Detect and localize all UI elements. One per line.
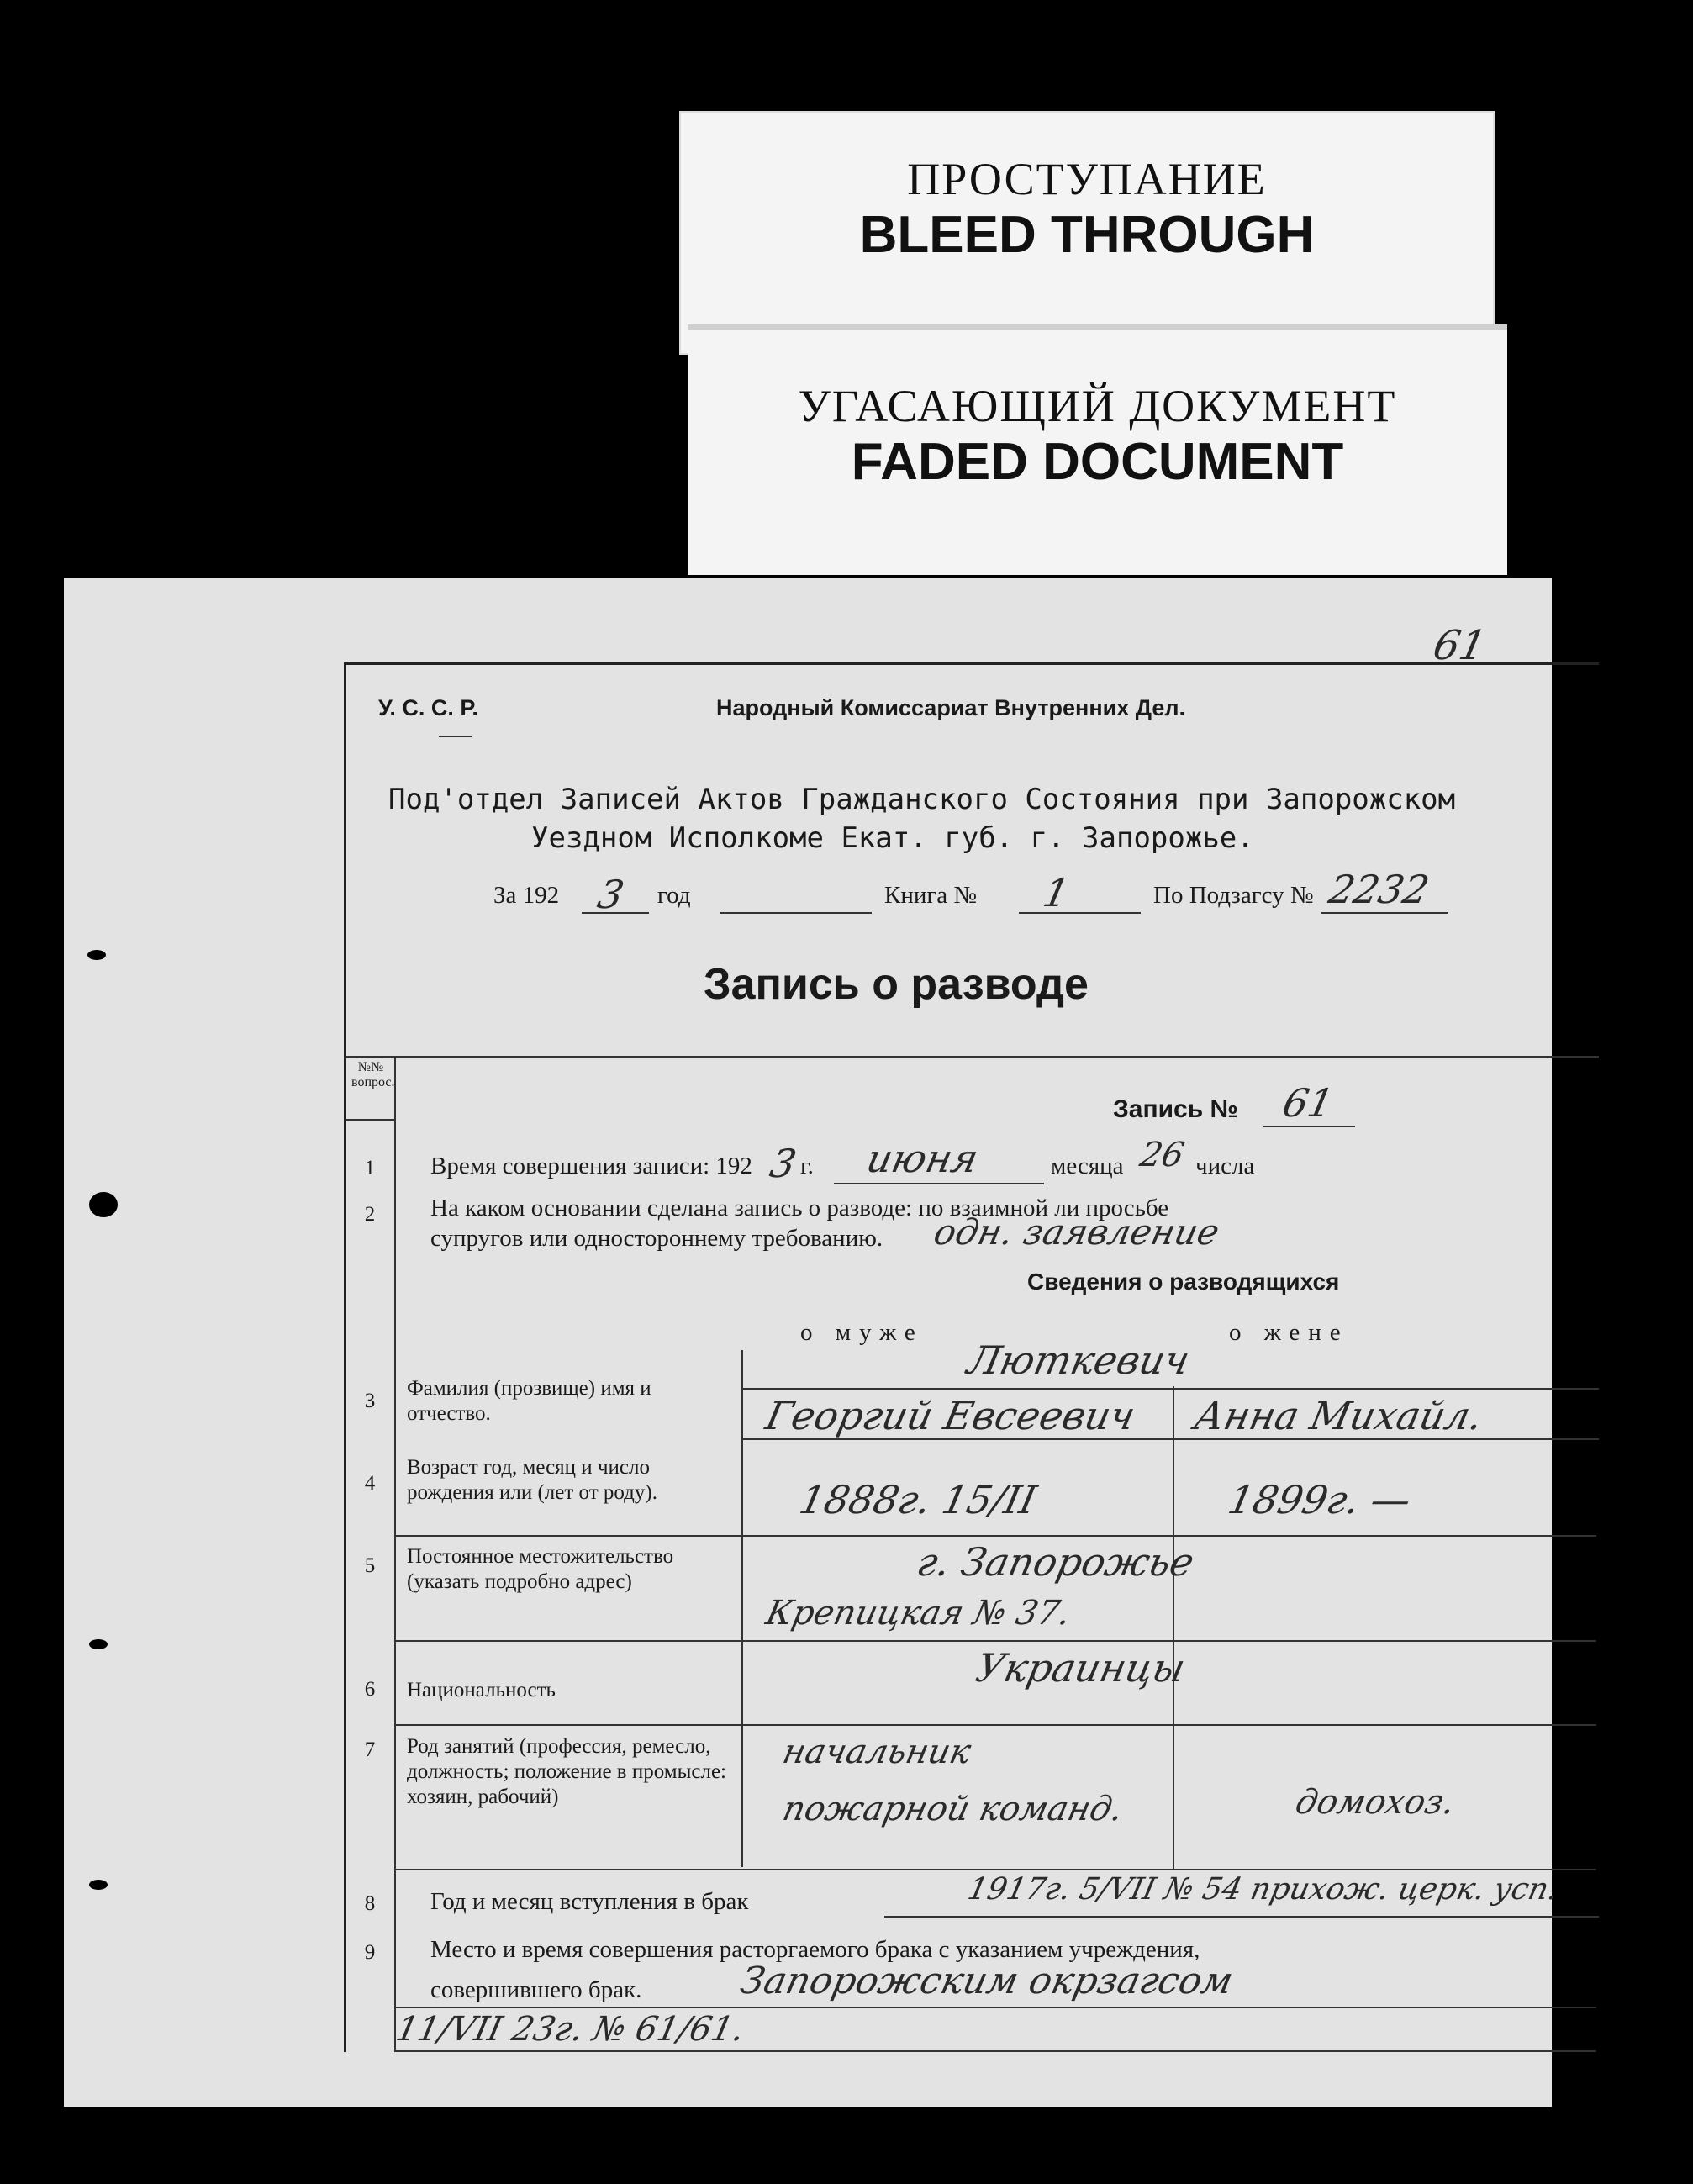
binding-hole: [89, 1880, 108, 1890]
wife-occupation-value: домохоз.: [1292, 1783, 1458, 1822]
year-suffix: год: [657, 882, 691, 909]
record-time-label: Время совершения записи: 192: [430, 1153, 752, 1179]
age-label: Возраст год, месяц и число рождения или (лет от роду).: [407, 1456, 657, 1504]
table-top-rule: [346, 1056, 1599, 1058]
record-day-value: 26: [1137, 1136, 1188, 1174]
nationality-value: Украинцы: [972, 1645, 1189, 1691]
rule: [884, 1916, 1599, 1918]
document-sheet: [64, 578, 1562, 2107]
month-underline: [834, 1183, 1044, 1184]
rule: [394, 2050, 1596, 2052]
row-number: 9: [364, 1941, 376, 1964]
book-value: 1: [1039, 870, 1074, 915]
subzags-value: 2232: [1325, 867, 1433, 912]
rule: [394, 1640, 1596, 1642]
day-label: числа: [1195, 1153, 1255, 1179]
row-number: 4: [364, 1472, 376, 1495]
column-rule: [741, 1350, 743, 1867]
residence-value-line1: г. Запорожье: [913, 1539, 1199, 1585]
record-number-value: 61: [1279, 1080, 1338, 1126]
rule: [741, 1438, 1599, 1440]
row-number: 1: [364, 1157, 376, 1179]
wife-column-label: о жене: [1229, 1319, 1349, 1346]
rule: [394, 1869, 1596, 1870]
husband-occupation-line2: пожарной команд.: [779, 1790, 1126, 1828]
binding-hole: [87, 950, 106, 960]
nationality-label: Национальность: [407, 1679, 556, 1701]
marriage-place-label-2: совершившего брак.: [430, 1976, 642, 2003]
page-number-mark: 61: [1429, 622, 1491, 669]
faded-document-ru: УГАСАЮЩИЙ ДОКУМЕНТ: [798, 381, 1397, 431]
marriage-date-value: 1917г. 5/VII № 54 прихож. церк. усп.: [964, 1872, 1562, 1907]
subzags-underline: [1321, 912, 1448, 914]
occupation-label: Род занятий (профессия, ремесло, должность; положение в промысле: хозяин, рабочий): [407, 1735, 726, 1808]
bleed-through-en: BLEED THROUGH: [859, 206, 1315, 264]
row-number: 6: [364, 1678, 376, 1701]
record-year-suffix: г.: [800, 1153, 814, 1179]
subdepartment-line1: Под'отдел Записей Актов Гражданского Состояния при Запорожском: [388, 783, 1456, 816]
binding-tear: [89, 1192, 118, 1217]
rule: [720, 912, 872, 914]
subdepartment-line2: Уездном Исполкоме Екат. губ. г. Запорожье.: [531, 821, 1254, 855]
marriage-date-label: Год и месяц вступления в брак: [430, 1888, 749, 1915]
rule: [394, 1535, 1596, 1537]
divorce-basis-value: одн. заявление: [930, 1211, 1223, 1253]
surname-value: Люткевич: [963, 1337, 1194, 1383]
question-number-header: №№ вопрос.: [351, 1060, 395, 1089]
row-number: 3: [364, 1390, 376, 1412]
row-number: 8: [364, 1892, 376, 1915]
form-frame: [344, 662, 1599, 2052]
row-number: 2: [364, 1203, 376, 1226]
divorce-basis-label-2: супругов или одностороннему требованию.: [430, 1225, 883, 1252]
record-month-value: июня: [862, 1136, 983, 1181]
faded-document-card: [688, 330, 1507, 575]
faded-document-en: FADED DOCUMENT: [851, 433, 1344, 491]
husband-column-label: о муже: [800, 1319, 924, 1346]
marriage-place-value: Запорожским окрзагсом: [736, 1960, 1237, 2002]
divorce-basis-label: На каком основании сделана запись о разводе: по взаимной ли просьбе: [430, 1195, 1169, 1221]
book-label: Книга №: [884, 882, 978, 909]
row-number: 7: [364, 1738, 376, 1761]
bleed-through-ru: ПРОСТУПАНИЕ: [907, 154, 1267, 204]
rule: [394, 1724, 1596, 1726]
husband-name-value: Георгий Евсеевич: [762, 1393, 1140, 1438]
rule: [394, 2007, 1596, 2008]
document-title: Запись о разводе: [704, 960, 1089, 1009]
residence-label: Постоянное местожительство (указать подробно адрес): [407, 1545, 674, 1593]
section-title: Сведения о разводящихся: [1027, 1269, 1340, 1295]
subzags-label: По Подзагсу №: [1153, 882, 1314, 909]
commissariat-label: Народный Комиссариат Внутренних Дел.: [716, 695, 1185, 720]
row-number: 5: [364, 1554, 376, 1577]
republic-label: У. С. С. Р.: [378, 695, 478, 720]
record-underline: [1263, 1126, 1355, 1127]
bleed-through-card: [679, 111, 1495, 355]
husband-occupation-line1: начальник: [779, 1733, 975, 1771]
book-underline: [1019, 912, 1141, 914]
divider: [439, 736, 472, 737]
rule: [741, 1388, 1599, 1390]
year-label: За 192: [493, 882, 560, 909]
marriage-place-value-2: 11/VII 23г. № 61/61.: [393, 2010, 748, 2049]
column-rule: [1173, 1386, 1174, 1870]
year-value: 3: [593, 872, 629, 917]
husband-birth-value: 1888г. 15/II: [795, 1477, 1041, 1522]
wife-birth-value: 1899г. —: [1224, 1477, 1416, 1522]
month-label: месяца: [1051, 1153, 1124, 1179]
number-column-rule: [394, 1056, 396, 2052]
marriage-place-label: Место и время совершения расторгаемого брака с указанием учреждения,: [430, 1936, 1200, 1963]
record-year-value: 3: [766, 1141, 801, 1186]
binding-hole: [89, 1639, 108, 1649]
rule: [346, 1119, 394, 1121]
name-label: Фамилия (прозвище) имя и отчество.: [407, 1377, 651, 1425]
residence-value-line2: Крепицкая № 37.: [762, 1594, 1074, 1633]
record-number-label: Запись №: [1113, 1095, 1238, 1123]
wife-name-value: Анна Михайл.: [1190, 1393, 1487, 1438]
